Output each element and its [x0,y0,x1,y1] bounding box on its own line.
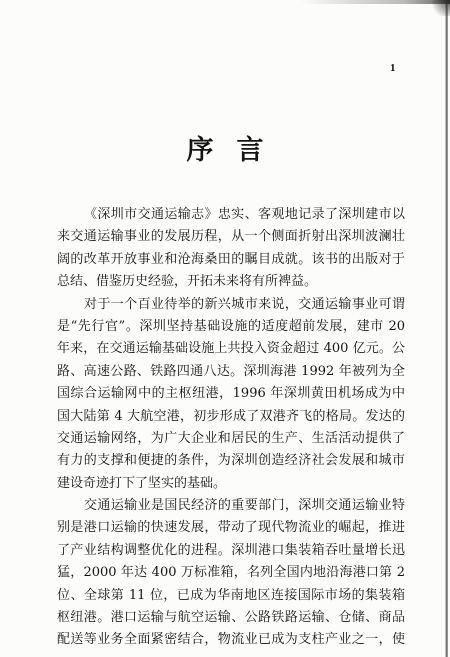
text-line: 建设奇迹打下了坚实的基础。 [57,475,227,491]
text-line: 猛，2000 年达 400 万标准箱，名列全国内地沿海港口第 2 [57,565,405,581]
page-title: 序言 [186,135,287,166]
text-line: 位、全球第 11 位，已成为华南地区连接国际市场的集装箱 [57,587,405,603]
text-line: 交通运输网络，为广大企业和居民的生产、生活活动提供了 [57,430,405,446]
text-line: 国综合运输网中的主枢纽港，1996 年深圳黄田机场成为中 [57,386,405,402]
text-line: 对于一个百业待举的新兴城市来说，交通运输事业可谓 [84,296,405,312]
page-number: 1 [390,62,396,74]
text-line: 年来，在交通运输基础设施上共投入资金超过 400 亿元。公 [57,341,405,357]
text-line: 阔的改革开放事业和沧海桑田的瞩目成就。该书的出版对于 [57,251,405,267]
text-line: 路、高速公路、铁路四通八达。深圳海港 1992 年被列为全 [57,363,405,379]
text-line: 有力的支撑和便捷的条件，为深圳创造经济社会发展和城市 [57,453,405,469]
scan-edge-right [445,0,448,657]
text-line: 配送等业务全面紧密结合，物流业已成为支柱产业之一，使 [57,632,405,648]
paragraph-3 [57,495,405,652]
scan-shadow-top [300,0,450,4]
text-line: 了产业结构调整优化的进程。深圳港口集装箱吞吐量增长迅 [57,542,405,558]
paragraph-2 [57,294,405,496]
text-line: 总结、借鉴历史经验，开拓未来将有所裨益。 [57,274,318,290]
text-line: 《深圳市交通运输志》忠实、客观地记录了深圳建市以 [84,207,405,222]
text-line: 交通运输业是国民经济的重要部门，深圳交通运输业特 [84,498,405,514]
body-text [57,204,405,652]
text-line: 别是港口运输的快速发展，带动了现代物流业的崛起，推进 [57,520,405,536]
text-line: 来交通运输事业的发展历程，从一个侧面折射出深圳波澜壮 [57,229,405,245]
text-line: 枢纽港。港口运输与航空运输、公路铁路运输、仓储、商品 [57,610,405,626]
paragraph-1 [57,204,405,294]
text-line: 是“先行官”。深圳坚持基础设施的适度超前发展，建市 20 [57,318,405,334]
text-line: 国大陆第 4 大航空港，初步形成了双港齐飞的格局。发达的 [57,408,405,424]
